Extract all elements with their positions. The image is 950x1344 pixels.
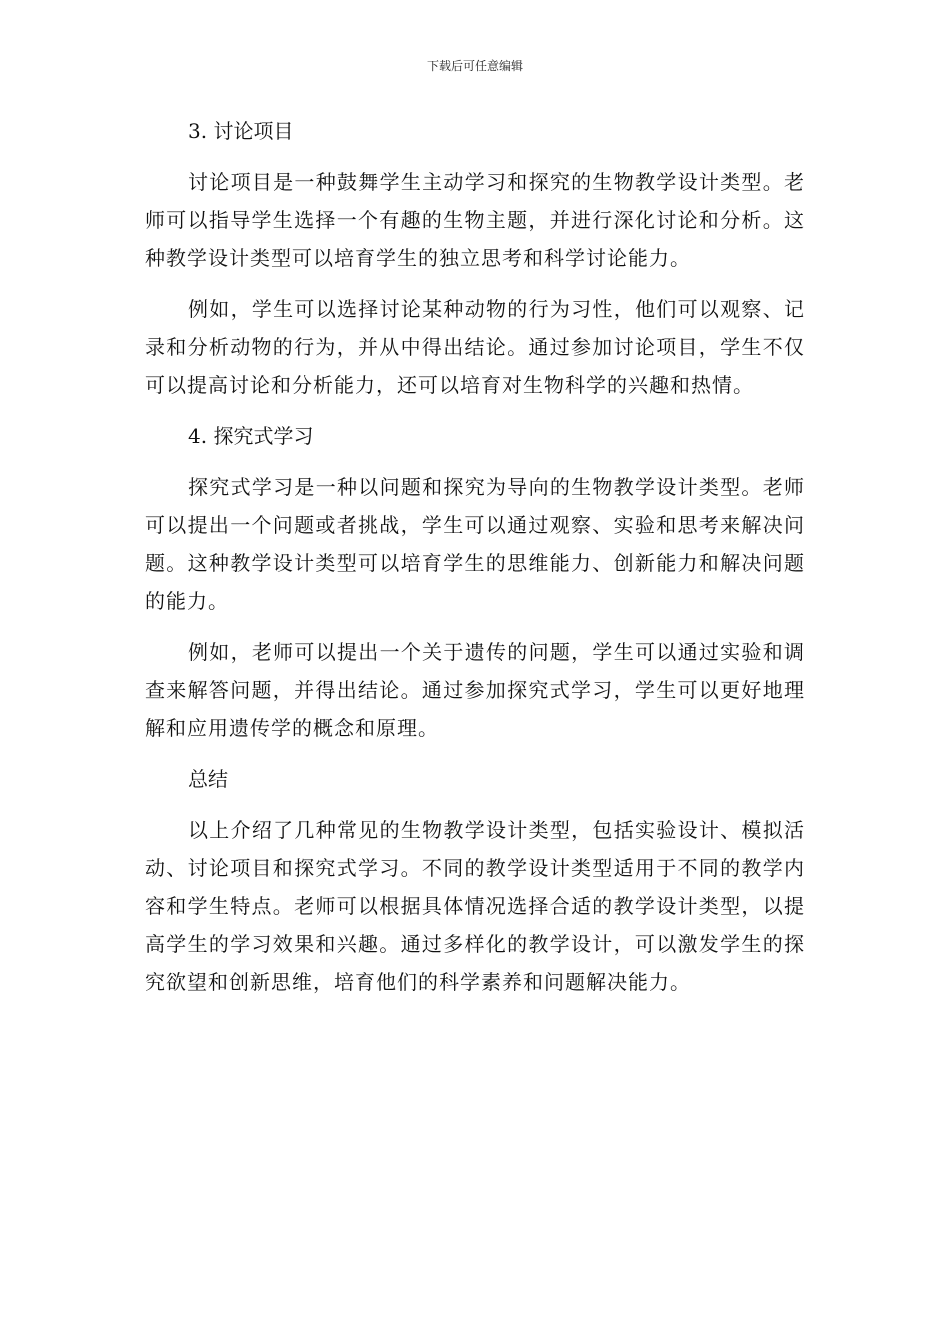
paragraph: 讨论项目是一种鼓舞学生主动学习和探究的生物教学设计类型。老师可以指导学生选择一个有趣的生物主题，并进行深化讨论和分析。这种教学设计类型可以培育学生的独立思考和科学讨论能力。 bbox=[145, 170, 805, 270]
section-heading-discussion: 3. 讨论项目 bbox=[188, 119, 294, 143]
paragraph: 探究式学习是一种以问题和探究为导向的生物教学设计类型。老师可以提出一个问题或者挑战，学生可以通过观察、实验和思考来解决问题。这种教学设计类型可以培育学生的思维能力、创新能力和解决问题的能力。 bbox=[145, 475, 805, 613]
document-body bbox=[145, 112, 805, 1014]
paragraph: 例如，老师可以提出一个关于遗传的问题，学生可以通过实验和调查来解答问题，并得出结论。通过参加探究式学习，学生可以更好地理解和应用遗传学的概念和原理。 bbox=[145, 640, 805, 740]
section-heading-summary: 总结 bbox=[188, 767, 228, 791]
page-header: 下载后可任意编辑 bbox=[426, 59, 523, 73]
paragraph: 以上介绍了几种常见的生物教学设计类型，包括实验设计、模拟活动、讨论项目和探究式学习。不同的教学设计类型适用于不同的教学内容和学生特点。老师可以根据具体情况选择合适的教学设计类型，以提高学生的学习效果和兴趣。通过多样化的教学设计，可以激发学生的探究欲望和创新思维，培育他们的科学素养和问题解决能力。 bbox=[145, 818, 805, 994]
paragraph: 例如，学生可以选择讨论某种动物的行为习性，他们可以观察、记录和分析动物的行为，并从中得出结论。通过参加讨论项目，学生不仅可以提高讨论和分析能力，还可以培育对生物科学的兴趣和热情。 bbox=[145, 297, 805, 397]
section-heading-inquiry: 4. 探究式学习 bbox=[188, 424, 314, 448]
